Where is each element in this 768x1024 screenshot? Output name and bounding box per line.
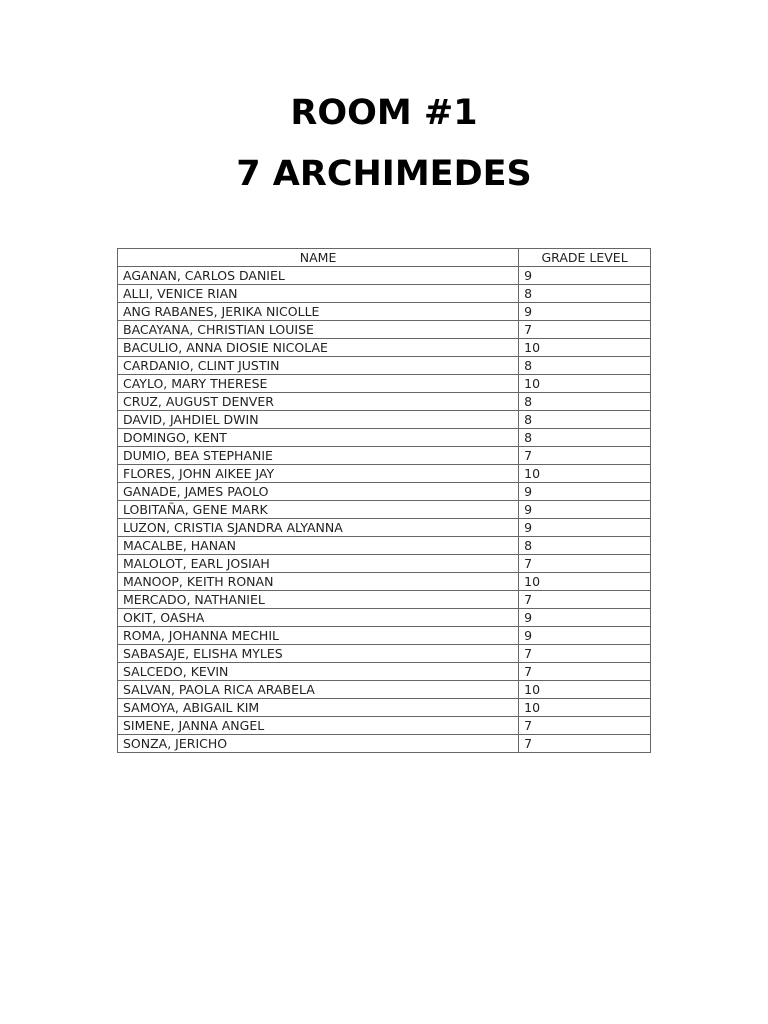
student-name-cell: ROMA, JOHANNA MECHIL	[118, 627, 519, 645]
student-name-cell: CAYLO, MARY THERESE	[118, 375, 519, 393]
room-title: ROOM #1	[290, 93, 478, 133]
table-row	[118, 699, 651, 717]
table-row	[118, 411, 651, 429]
table-header-row	[118, 249, 651, 267]
table-row	[118, 591, 651, 609]
student-name-cell: DOMINGO, KENT	[118, 429, 519, 447]
table-row	[118, 573, 651, 591]
grade-level-cell: 7	[519, 717, 651, 735]
student-name-cell: BACAYANA, CHRISTIAN LOUISE	[118, 321, 519, 339]
grade-level-cell: 8	[519, 429, 651, 447]
grade-level-cell: 7	[519, 447, 651, 465]
grade-level-cell: 7	[519, 735, 651, 753]
table-row	[118, 717, 651, 735]
table-row	[118, 393, 651, 411]
grade-level-cell: 9	[519, 609, 651, 627]
table-row	[118, 609, 651, 627]
student-name-cell: CARDANIO, CLINT JUSTIN	[118, 357, 519, 375]
table-row	[118, 663, 651, 681]
grade-level-cell: 9	[519, 303, 651, 321]
section-title: 7 ARCHIMEDES	[236, 154, 532, 194]
table-row	[118, 555, 651, 573]
grade-level-cell: 7	[519, 663, 651, 681]
grade-level-cell: 8	[519, 537, 651, 555]
student-name-cell: LUZON, CRISTIA SJANDRA ALYANNA	[118, 519, 519, 537]
table-body	[118, 267, 651, 753]
grade-level-cell: 7	[519, 645, 651, 663]
grade-level-cell: 8	[519, 411, 651, 429]
table-row	[118, 537, 651, 555]
student-name-cell: FLORES, JOHN AIKEE JAY	[118, 465, 519, 483]
table-row	[118, 447, 651, 465]
student-name-cell: AGANAN, CARLOS DANIEL	[118, 267, 519, 285]
table-row	[118, 627, 651, 645]
student-name-cell: SALVAN, PAOLA RICA ARABELA	[118, 681, 519, 699]
grade-level-cell: 9	[519, 519, 651, 537]
table-row	[118, 375, 651, 393]
student-name-cell: GANADE, JAMES PAOLO	[118, 483, 519, 501]
table-row	[118, 429, 651, 447]
table-row	[118, 735, 651, 753]
table-row	[118, 321, 651, 339]
table-row	[118, 645, 651, 663]
student-name-cell: SONZA, JERICHO	[118, 735, 519, 753]
student-name-cell: SIMENE, JANNA ANGEL	[118, 717, 519, 735]
student-name-cell: ANG RABANES, JERIKA NICOLLE	[118, 303, 519, 321]
student-name-cell: MERCADO, NATHANIEL	[118, 591, 519, 609]
column-header-name: NAME	[118, 249, 519, 267]
table-row	[118, 465, 651, 483]
grade-level-cell: 8	[519, 357, 651, 375]
table-row	[118, 501, 651, 519]
table-row	[118, 303, 651, 321]
grade-level-cell: 10	[519, 699, 651, 717]
table-row	[118, 483, 651, 501]
grade-level-cell: 10	[519, 465, 651, 483]
grade-level-cell: 9	[519, 267, 651, 285]
grade-level-cell: 10	[519, 339, 651, 357]
grade-level-cell: 7	[519, 555, 651, 573]
grade-level-cell: 7	[519, 591, 651, 609]
student-name-cell: OKIT, OASHA	[118, 609, 519, 627]
student-name-cell: LOBITAÑA, GENE MARK	[118, 501, 519, 519]
grade-level-cell: 10	[519, 375, 651, 393]
student-name-cell: SAMOYA, ABIGAIL KIM	[118, 699, 519, 717]
table-row	[118, 357, 651, 375]
student-name-cell: SALCEDO, KEVIN	[118, 663, 519, 681]
student-name-cell: CRUZ, AUGUST DENVER	[118, 393, 519, 411]
table-row	[118, 519, 651, 537]
student-name-cell: DAVID, JAHDIEL DWIN	[118, 411, 519, 429]
student-name-cell: ALLI, VENICE RIAN	[118, 285, 519, 303]
student-name-cell: MACALBE, HANAN	[118, 537, 519, 555]
grade-level-cell: 9	[519, 627, 651, 645]
table-row	[118, 681, 651, 699]
grade-level-cell: 7	[519, 321, 651, 339]
grade-level-cell: 10	[519, 573, 651, 591]
student-roster-table	[117, 248, 651, 753]
student-name-cell: MANOOP, KEITH RONAN	[118, 573, 519, 591]
table-row	[118, 267, 651, 285]
grade-level-cell: 9	[519, 501, 651, 519]
grade-level-cell: 10	[519, 681, 651, 699]
table-row	[118, 285, 651, 303]
student-name-cell: DUMIO, BEA STEPHANIE	[118, 447, 519, 465]
table-row	[118, 339, 651, 357]
grade-level-cell: 9	[519, 483, 651, 501]
column-header-grade-level: GRADE LEVEL	[519, 249, 651, 267]
student-name-cell: SABASAJE, ELISHA MYLES	[118, 645, 519, 663]
student-name-cell: MALOLOT, EARL JOSIAH	[118, 555, 519, 573]
student-name-cell: BACULIO, ANNA DIOSIE NICOLAE	[118, 339, 519, 357]
grade-level-cell: 8	[519, 285, 651, 303]
grade-level-cell: 8	[519, 393, 651, 411]
